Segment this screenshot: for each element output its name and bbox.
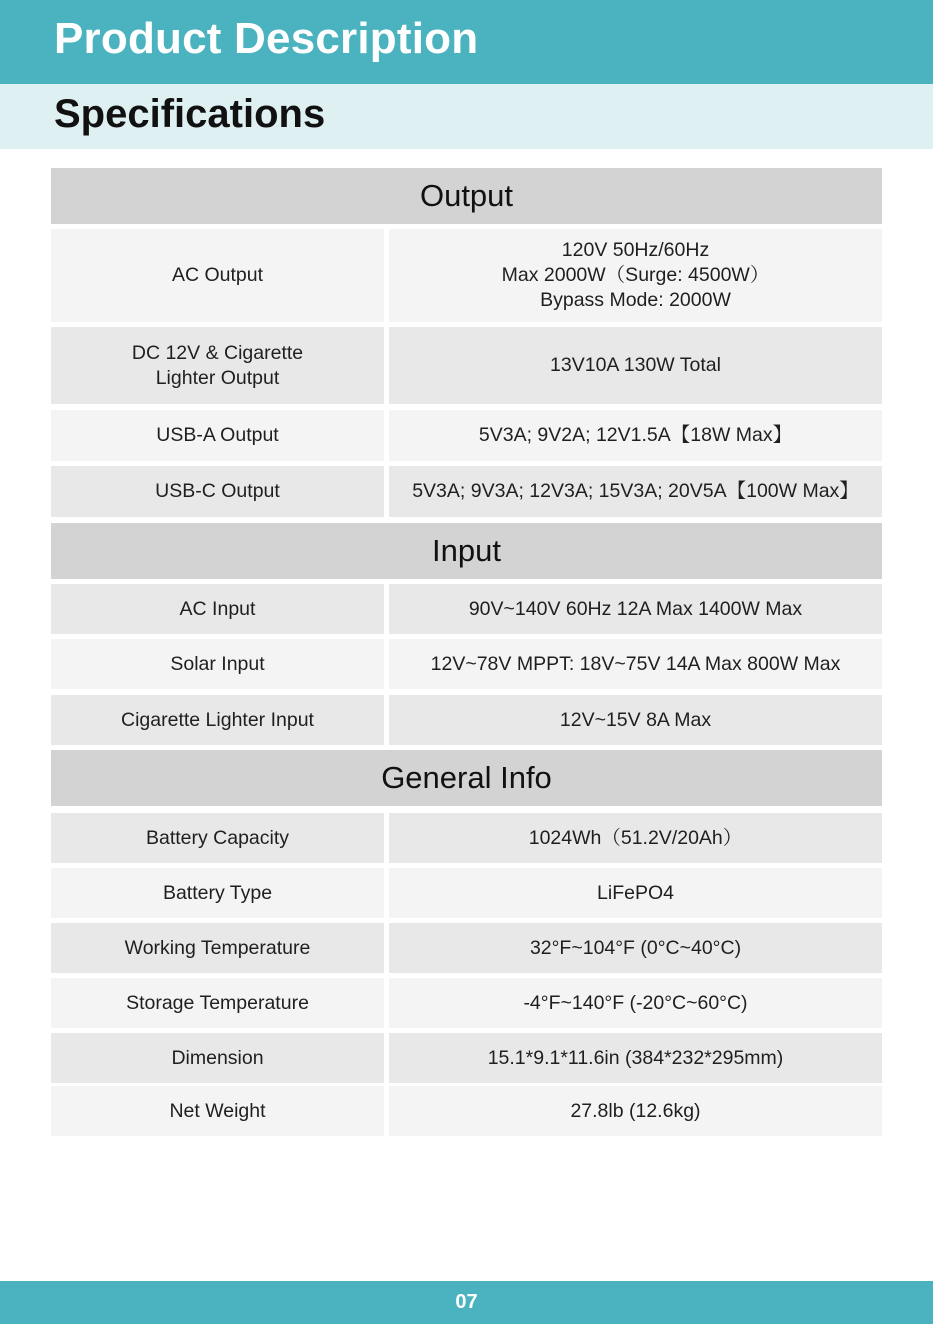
spec-label-ac-input: AC Input <box>51 584 384 634</box>
spec-value-solar-input: 12V~78V MPPT: 18V~75V 14A Max 800W Max <box>389 639 882 689</box>
spec-label-battery-capacity: Battery Capacity <box>51 813 384 863</box>
spec-value-ac-input: 90V~140V 60Hz 12A Max 1400W Max <box>389 584 882 634</box>
spec-label-storage-temperature: Storage Temperature <box>51 978 384 1028</box>
spec-value-battery-type: LiFePO4 <box>389 868 882 918</box>
output-section-header: Output <box>51 168 882 224</box>
spec-value-cigarette-input: 12V~15V 8A Max <box>389 695 882 745</box>
page-number: 07 <box>455 1291 478 1313</box>
spec-label-dc-output: DC 12V & Cigarette Lighter Output <box>51 327 384 404</box>
input-section-header: Input <box>51 523 882 579</box>
spec-label-solar-input: Solar Input <box>51 639 384 689</box>
spec-value-storage-temperature: -4°F~140°F (-20°C~60°C) <box>389 978 882 1028</box>
section-heading: Specifications <box>54 92 326 136</box>
spec-label-working-temperature: Working Temperature <box>51 923 384 973</box>
general-section-header: General Info <box>51 750 882 806</box>
spec-label-usb-a-output: USB-A Output <box>51 410 384 461</box>
spec-value-net-weight: 27.8lb (12.6kg) <box>389 1086 882 1136</box>
footer-band <box>0 1281 933 1324</box>
spec-label-dimension: Dimension <box>51 1033 384 1083</box>
spec-value-battery-capacity: 1024Wh（51.2V/20Ah） <box>389 813 882 863</box>
spec-label-battery-type: Battery Type <box>51 868 384 918</box>
spec-value-usb-a-output: 5V3A; 9V2A; 12V1.5A【18W Max】 <box>389 410 882 461</box>
spec-value-dc-output: 13V10A 130W Total <box>389 327 882 404</box>
spec-label-cigarette-input: Cigarette Lighter Input <box>51 695 384 745</box>
spec-label-ac-output: AC Output <box>51 229 384 322</box>
spec-value-dimension: 15.1*9.1*11.6in (384*232*295mm) <box>389 1033 882 1083</box>
page-title: Product Description <box>54 14 479 63</box>
spec-label-net-weight: Net Weight <box>51 1086 384 1136</box>
spec-value-usb-c-output: 5V3A; 9V3A; 12V3A; 15V3A; 20V5A【100W Max】 <box>389 466 882 517</box>
spec-value-working-temperature: 32°F~104°F (0°C~40°C) <box>389 923 882 973</box>
spec-value-ac-output: 120V 50Hz/60Hz Max 2000W（Surge: 4500W） Bypass Mode: 2000W <box>389 229 882 322</box>
spec-label-usb-c-output: USB-C Output <box>51 466 384 517</box>
